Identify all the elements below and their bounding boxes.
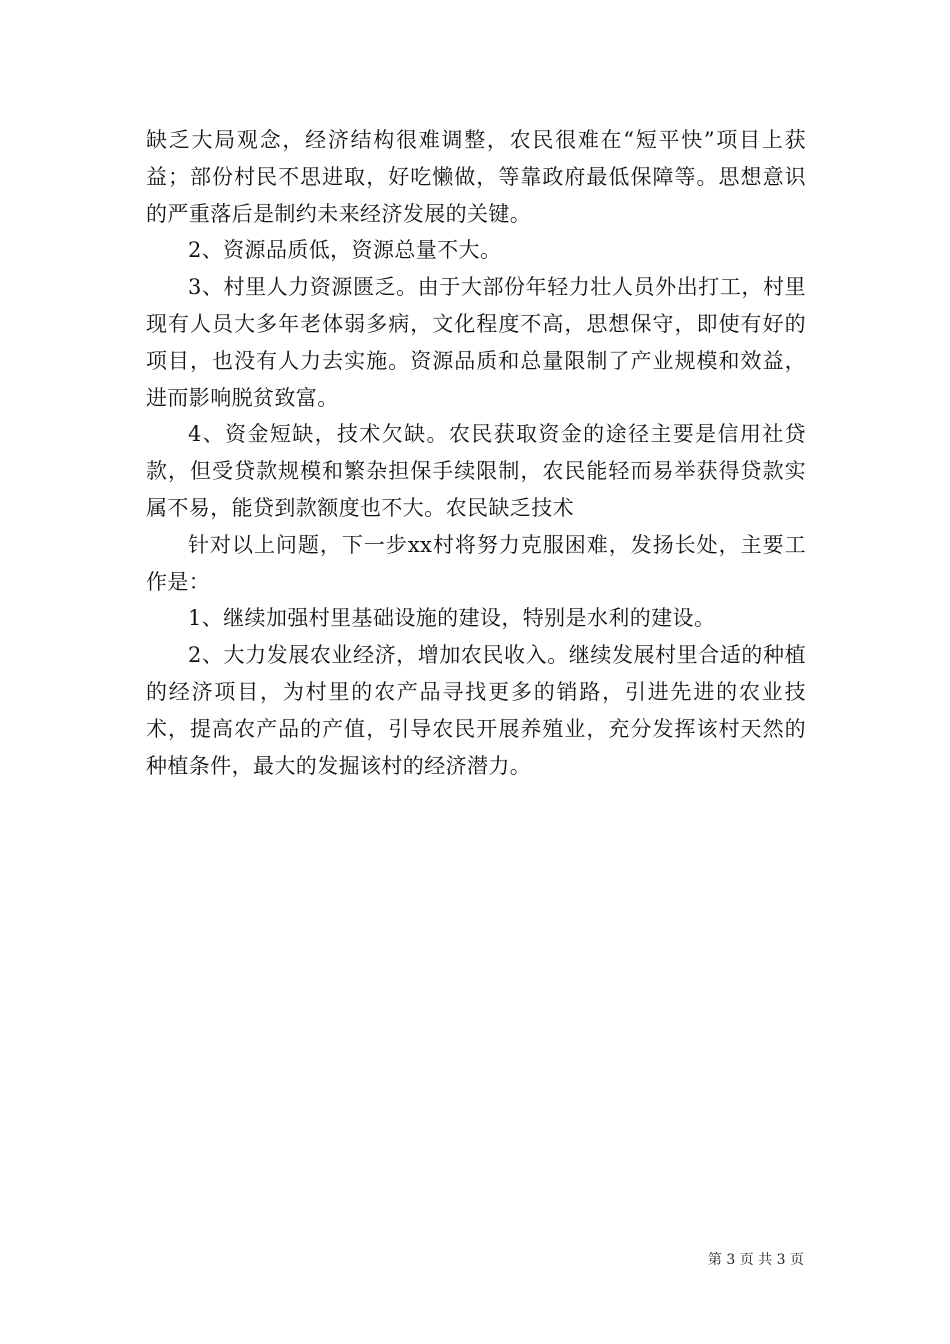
paragraph-item-3-human-resources: 3、村里人力资源匮乏。由于大部份年轻力壮人员外出打工，村里现有人员大多年老体弱多病，文化程度不高，思想保守，即使有好的项目，也没有人力去实施。资源品质和总量限制了产业规模和效益，进而影响脱贫致富。 <box>146 275 806 410</box>
page-number-footer: 第 3 页 共 3 页 <box>707 1252 804 1268</box>
paragraph-continuation: 缺乏大局观念，经济结构很难调整，农民很难在“短平快”项目上获益；部份村民不思进取，好吃懒做，等靠政府最低保障等。思想意识的严重落后是制约未来经济发展的关键。 <box>146 128 806 226</box>
paragraph-task-1-infrastructure: 1、继续加强村里基础设施的建设，特别是水利的建设。 <box>188 606 716 631</box>
paragraph-item-4-funding: 4、资金短缺，技术欠缺。农民获取资金的途径主要是信用社贷款，但受贷款规模和繁杂担保手续限制，农民能轻而易举获得贷款实属不易，能贷到款额度也不大。农民缺乏技术 <box>146 422 806 520</box>
paragraph-next-steps-intro: 针对以上问题，下一步xx村将努力克服困难，发扬长处，主要工作是： <box>146 532 806 594</box>
paragraph-item-2-resources: 2、资源品质低，资源总量不大。 <box>188 238 502 263</box>
document-body <box>146 122 806 784</box>
paragraph-task-2-agriculture: 2、大力发展农业经济，增加农民收入。继续发展村里合适的种植的经济项目，为村里的农产品寻找更多的销路，引进先进的农业技术，提高农产品的产值，引导农民开展养殖业，充分发挥该村天然的种植条件，最大的发掘该村的经济潜力。 <box>146 643 806 778</box>
